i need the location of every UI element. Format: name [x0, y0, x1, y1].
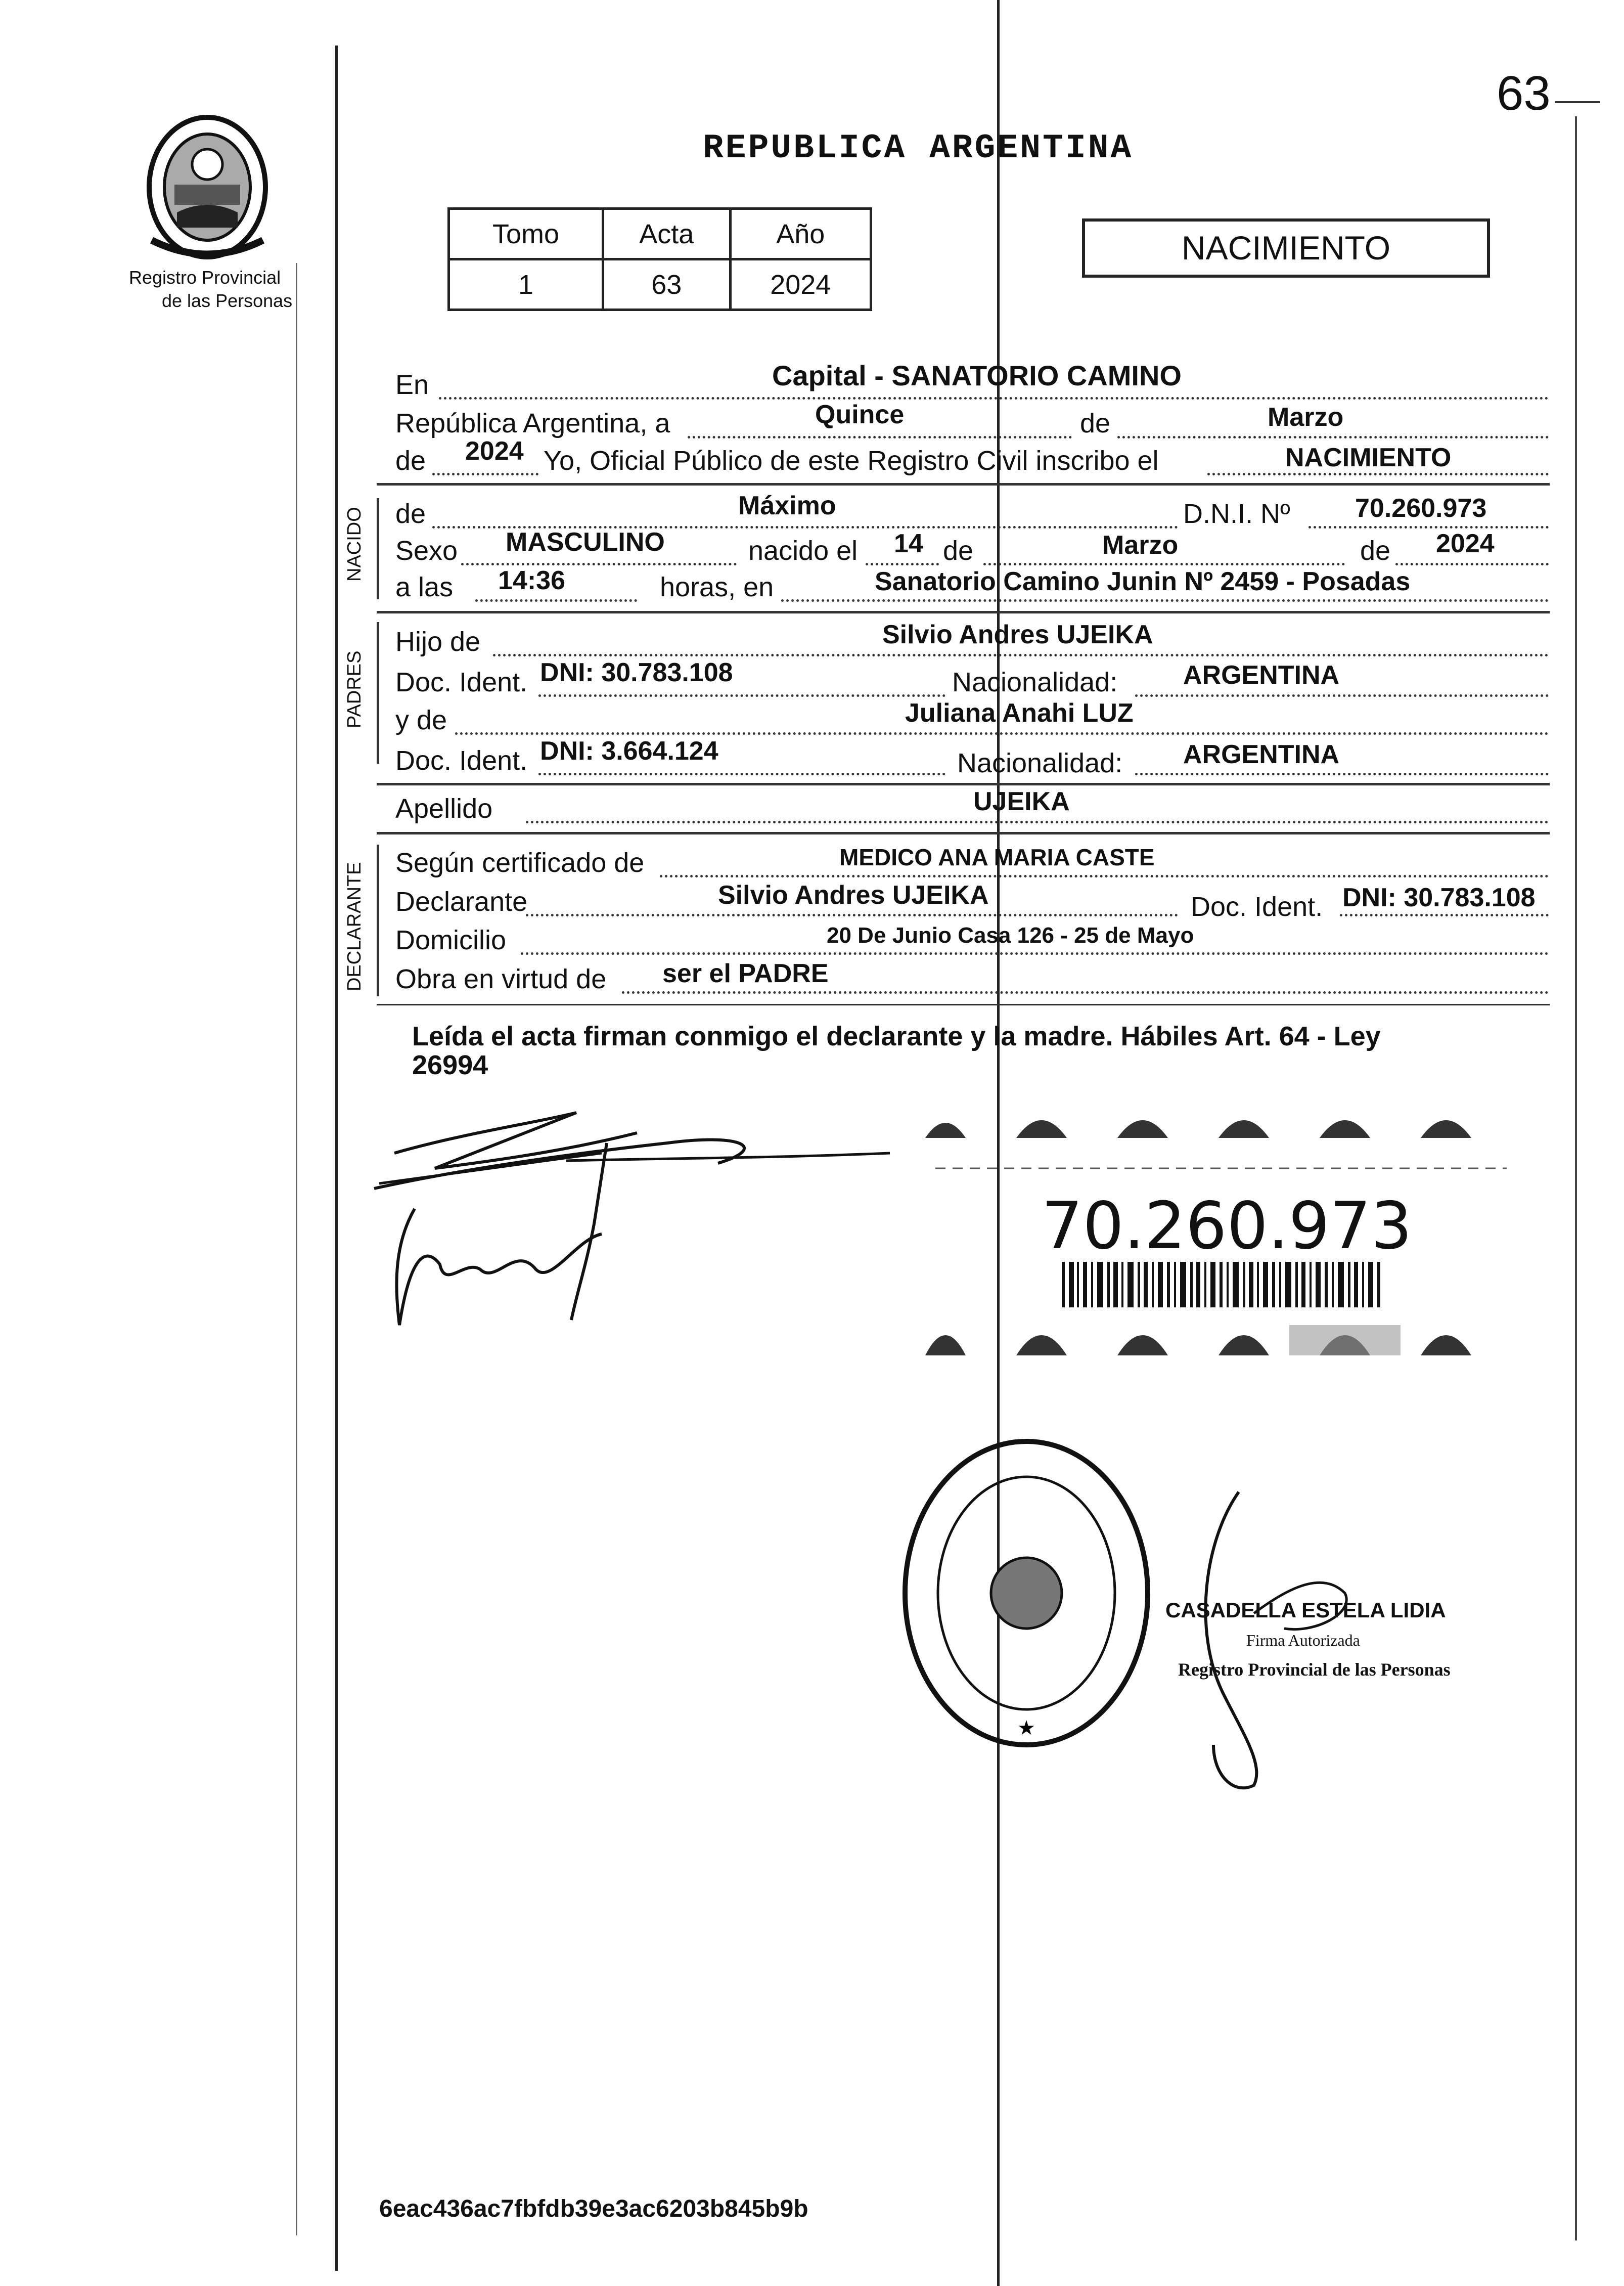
father-doc: DNI: 30.783.108: [540, 658, 733, 687]
left-margin-line-2: [296, 263, 297, 2235]
closing-line-2: 26994: [412, 1050, 488, 1080]
label-domicilio: Domicilio: [395, 925, 507, 955]
closing-line-1: Leída el acta firman conmigo el declarante y la madre. Hábiles Art. 64 - Ley: [412, 1021, 1381, 1051]
dots-line: [688, 436, 1072, 438]
mother-doc: DNI: 3.664.124: [540, 736, 718, 766]
label-de-name: de: [395, 499, 426, 529]
child-dni: 70.260.973: [1355, 494, 1487, 523]
section-rule: [377, 783, 1550, 785]
birth-month: Marzo: [1102, 531, 1179, 560]
father-nationality: ARGENTINA: [1183, 661, 1340, 690]
section-rule: [377, 483, 1550, 486]
dots-line: [1340, 914, 1549, 916]
dots-line: [622, 991, 1549, 994]
label-doc-declarante: Doc. Ident.: [1191, 892, 1323, 922]
svg-text:★: ★: [1017, 1717, 1035, 1740]
year-value: 2024: [465, 436, 524, 466]
birth-year: 2024: [1436, 529, 1495, 558]
barcode-number: 70.260.973: [1042, 1189, 1412, 1264]
label-doc-mother: Doc. Ident.: [395, 745, 528, 776]
mother-nationality: ARGENTINA: [1183, 740, 1340, 769]
signature-icon: [364, 1092, 920, 1355]
apellido-value: UJEIKA: [973, 787, 1070, 816]
birth-place: Sanatorio Camino Junin Nº 2459 - Posadas: [875, 567, 1411, 596]
table-value-anio: 2024: [730, 259, 871, 310]
seal-icon: [900, 1436, 1153, 1750]
bracket-line: [377, 622, 379, 764]
dots-line: [866, 563, 939, 565]
label-obra: Obra en virtud de: [395, 964, 607, 994]
act-value: NACIMIENTO: [1285, 443, 1452, 472]
dots-line: [439, 397, 1549, 400]
label-de-year: de: [395, 446, 426, 476]
section-rule: [377, 611, 1550, 613]
table-header-anio: Año: [730, 209, 871, 259]
oficial-text: Yo, Oficial Público de este Registro Civil inscribo el: [544, 446, 1159, 476]
dots-line: [526, 914, 1178, 916]
dots-line: [781, 599, 1549, 602]
province-logo: [142, 111, 273, 263]
label-hijo-de: Hijo de: [395, 627, 481, 657]
bracket-line: [377, 498, 379, 599]
dots-line: [538, 694, 945, 697]
record-type-box: [1082, 218, 1490, 278]
label-sexo: Sexo: [395, 536, 458, 566]
dots-line: [1135, 773, 1549, 775]
label-apellido: Apellido: [395, 794, 493, 824]
dots-line: [1309, 526, 1549, 529]
birth-hour: 14:36: [498, 566, 565, 595]
table-value-acta: 63: [603, 259, 730, 310]
section-rule: [377, 1004, 1550, 1005]
label-de-birth-year: de: [1360, 536, 1391, 566]
label-declarante: Declarante: [395, 887, 528, 917]
label-horas-en: horas, en: [660, 572, 774, 602]
side-label-padres: PADRES: [344, 650, 365, 728]
obra-value: ser el PADRE: [662, 959, 829, 988]
table-value-tomo: 1: [449, 259, 603, 310]
label-nacido-el: nacido el: [748, 536, 858, 566]
declarante-doc: DNI: 30.783.108: [1342, 883, 1536, 912]
mother-name: Juliana Anahi LUZ: [905, 698, 1134, 728]
document-title: REPUBLICA ARGENTINA: [703, 129, 1134, 168]
officer-role: Firma Autorizada: [1246, 1631, 1360, 1649]
dots-line: [475, 599, 637, 602]
label-a-las: a las: [395, 572, 454, 602]
dots-line: [1117, 436, 1549, 438]
official-seal: [900, 1436, 1153, 1750]
label-de-month: de: [1080, 408, 1111, 438]
record-type: NACIMIENTO: [1181, 229, 1391, 267]
place-value: Capital - SANATORIO CAMINO: [772, 360, 1182, 391]
father-name: Silvio Andres UJEIKA: [882, 620, 1153, 649]
birth-day: 14: [894, 529, 923, 558]
label-republica: República Argentina, a: [395, 408, 670, 438]
barcode-label: [925, 1103, 1522, 1355]
dots-line: [1395, 563, 1549, 565]
dots-line: [538, 773, 945, 775]
dots-line: [493, 654, 1549, 656]
dots-line: [521, 952, 1549, 955]
dots-line: [1207, 473, 1549, 475]
label-dni: D.N.I. Nº: [1183, 499, 1290, 529]
side-label-declarante: DECLARANTE: [344, 862, 365, 991]
officer-name: CASADELLA ESTELA LIDIA: [1165, 1598, 1446, 1622]
section-rule: [377, 832, 1550, 834]
bracket-line: [377, 845, 379, 996]
dots-line: [432, 473, 538, 475]
table-header-acta: Acta: [603, 209, 730, 259]
document-hash: 6eac436ac7fbfdb39e3ac6203b845b9b: [379, 2195, 808, 2222]
domicilio-value: 20 De Junio Casa 126 - 25 de Mayo: [827, 923, 1194, 948]
table-header-tomo: Tomo: [449, 209, 603, 259]
label-en: En: [395, 370, 429, 400]
label-nac-father: Nacionalidad:: [952, 667, 1118, 697]
dots-line: [983, 563, 1345, 565]
officer-registry: Registro Provincial de las Personas: [1178, 1659, 1451, 1680]
record-number-table: [447, 207, 872, 311]
dots-line: [526, 821, 1549, 823]
label-doc-father: Doc. Ident.: [395, 667, 528, 697]
right-margin-line: [1575, 116, 1577, 2240]
registry-name-line2: de las Personas: [162, 290, 293, 311]
label-nac-mother: Nacionalidad:: [957, 748, 1123, 778]
declarante-name: Silvio Andres UJEIKA: [718, 881, 989, 910]
day-value: Quince: [815, 400, 905, 429]
province-shield-icon: [142, 111, 273, 263]
page-number: 63: [1497, 66, 1551, 120]
left-margin-line: [335, 46, 338, 2271]
dots-line: [455, 732, 1549, 735]
label-certificado: Según certificado de: [395, 848, 645, 878]
dots-line: [1135, 694, 1549, 697]
label-de-birth-month: de: [943, 536, 974, 566]
certificado-value: MEDICO ANA MARIA CASTE: [839, 844, 1155, 870]
label-y-de: y de: [395, 705, 447, 735]
handwritten-signatures: [364, 1092, 920, 1355]
page-number-dash: [1555, 101, 1600, 103]
child-name: Máximo: [738, 491, 836, 520]
dots-line: [660, 875, 1549, 877]
side-label-nacido: NACIDO: [344, 507, 365, 582]
sexo-value: MASCULINO: [506, 527, 665, 557]
registry-name-line1: Registro Provincial: [129, 267, 281, 288]
month-value: Marzo: [1268, 403, 1344, 432]
